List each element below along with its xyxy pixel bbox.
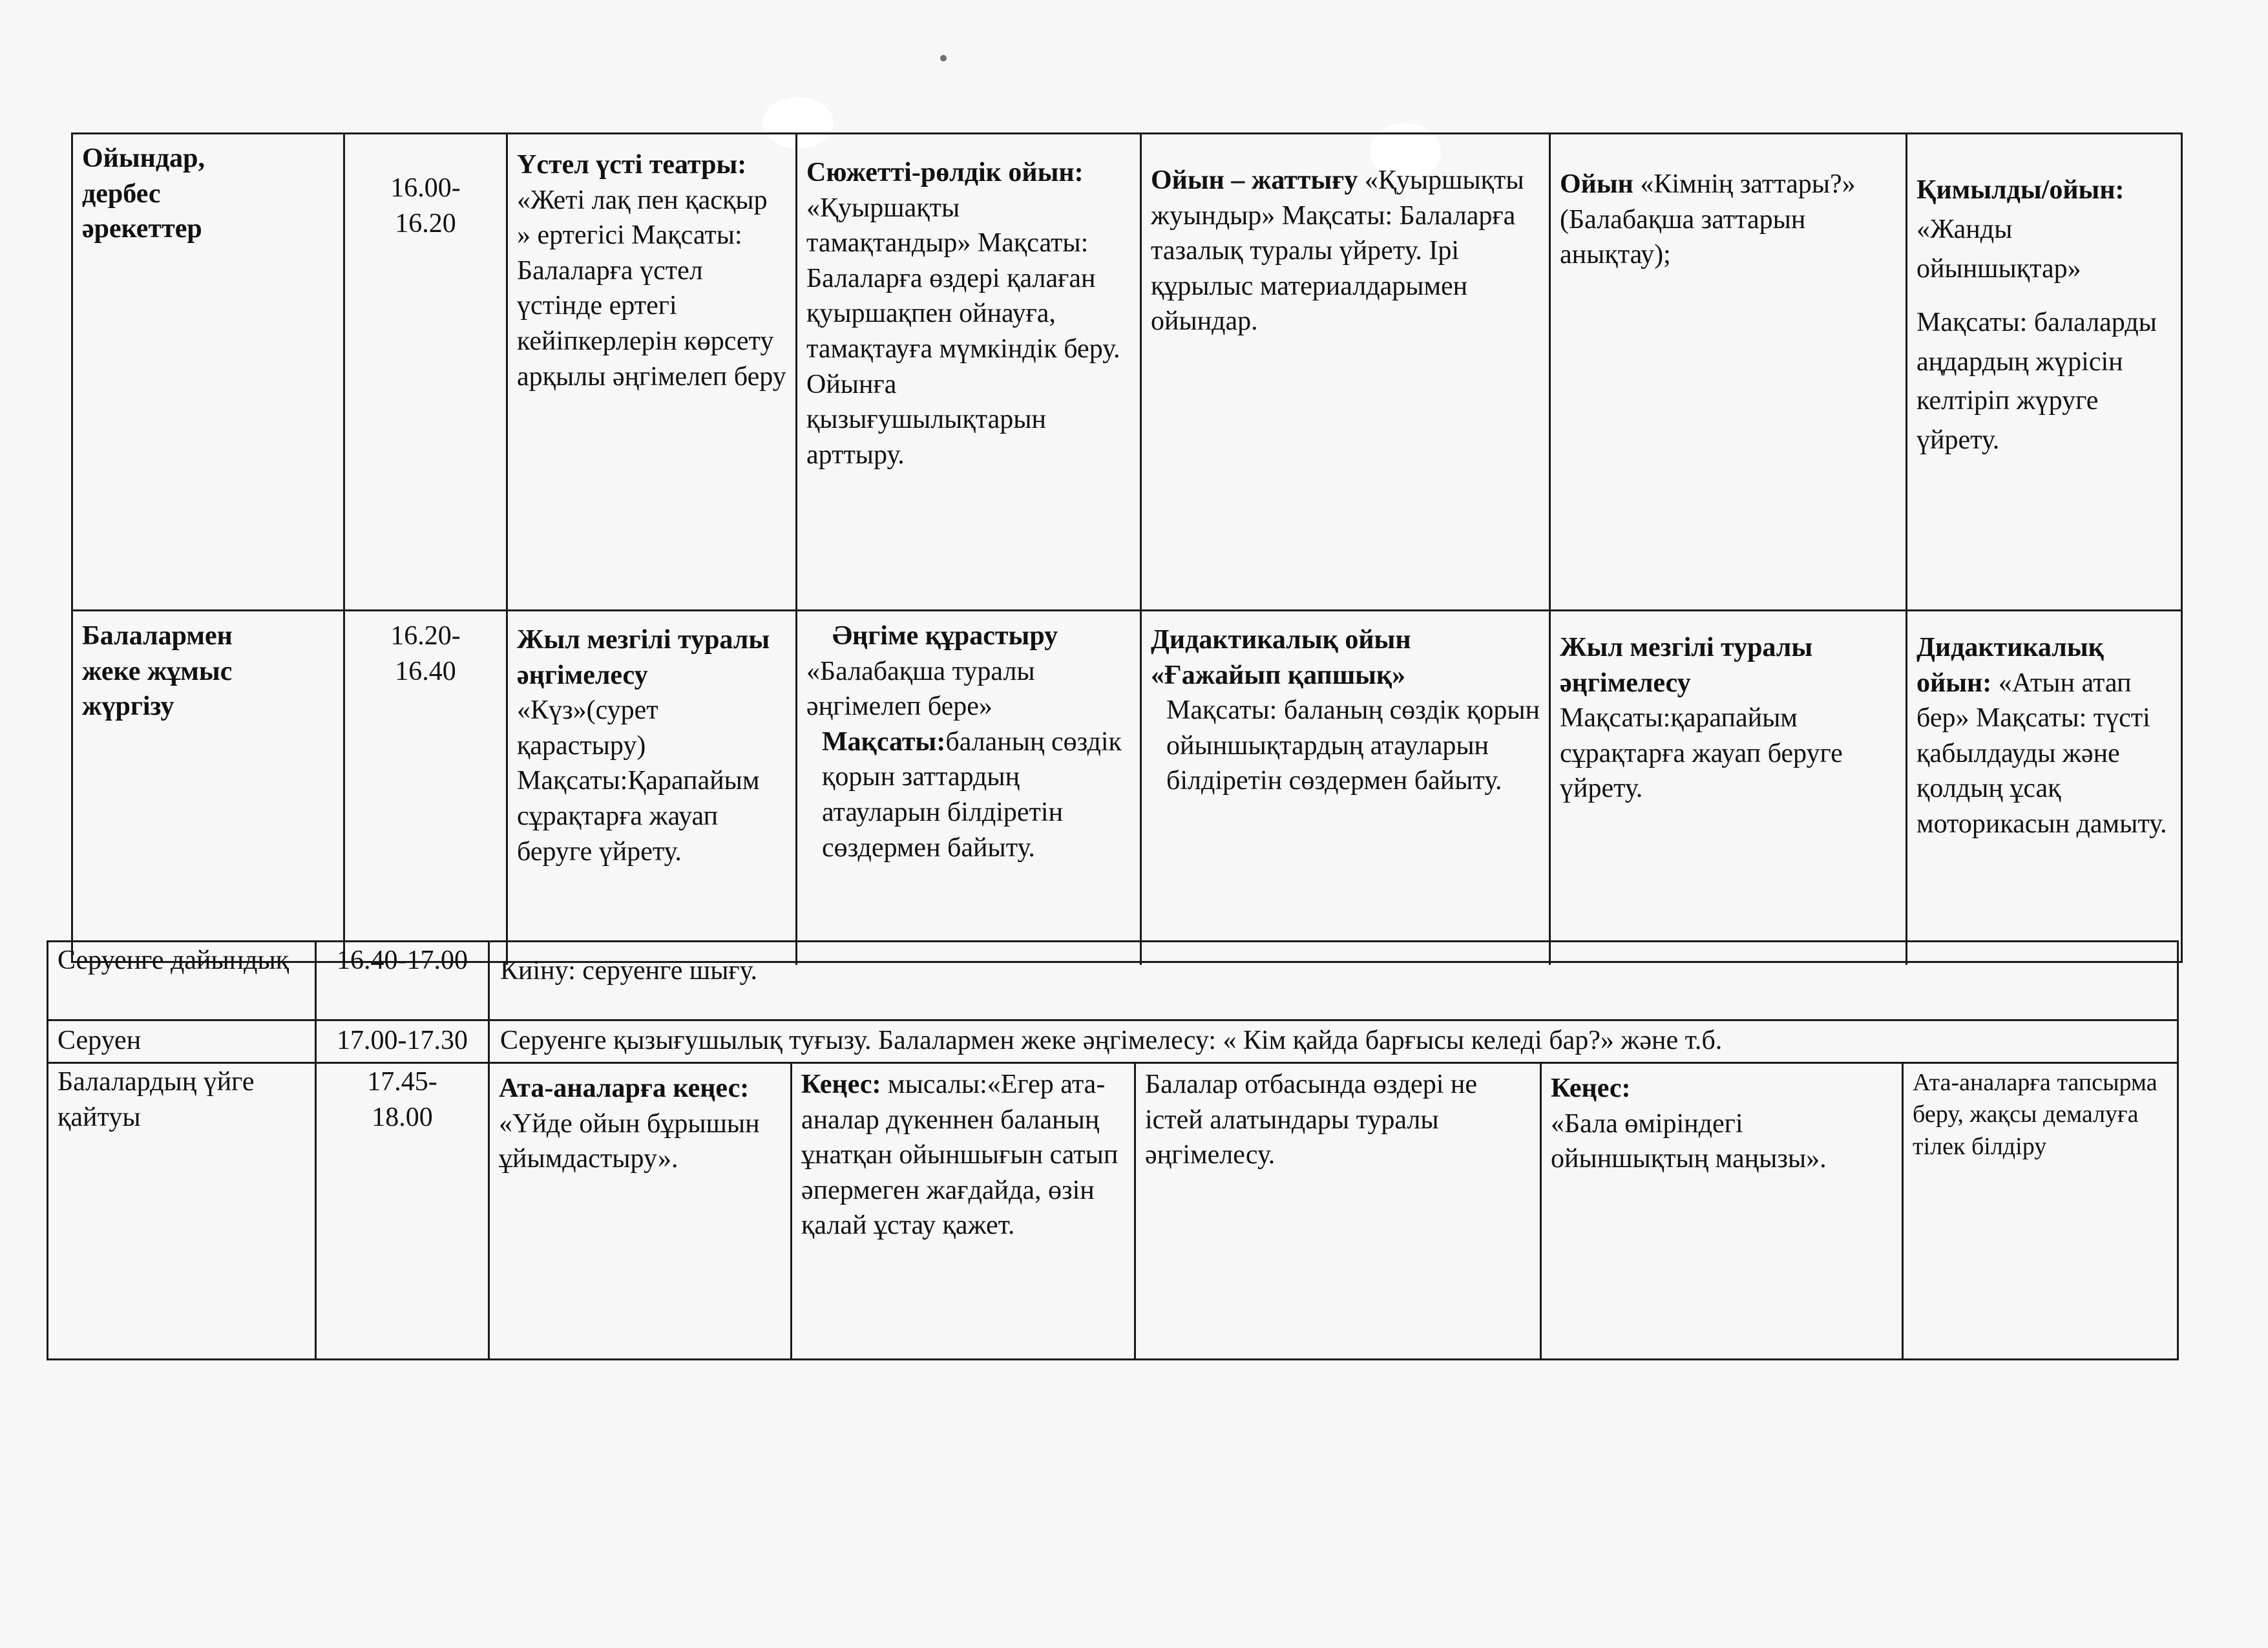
cell-text: мысалы:«Егер ата-аналар дүкеннен баланың ұнатқан ойыншығын сатып әпермеген жағдайда, өзін қалай ұстау қажет.	[801, 1070, 1118, 1241]
schedule-table-lower	[47, 940, 2179, 1360]
games-cell-whose-things	[1549, 134, 1906, 609]
cell-text: Ата-аналарға тапсырма беру, жақсы демалуға тілек білдіру	[1913, 1069, 2158, 1160]
games-cell-movement-game	[1906, 134, 2181, 609]
cell-text: «Күз»(сурет қарастыру) Мақсаты:Қарапайым сұрақтарға жауап беруге үйрету.	[517, 695, 760, 867]
games-cell-role-play	[795, 134, 1140, 609]
cell-text: «Бала өміріндегі ойыншықтың маңызы».	[1551, 1108, 1827, 1174]
row-time-games: 16.00- 16.20	[343, 134, 506, 609]
cell-text: Балалар отбасында өздері не істей алатындары туралы әңгімелесу.	[1145, 1070, 1477, 1170]
cell-title: Қимылды/ойын:	[1916, 175, 2125, 205]
cell-title: Кеңес:	[801, 1070, 888, 1099]
cell-title: Үстел үсті театры:	[517, 150, 747, 180]
row-time-walk: 17.00-17.30	[315, 1019, 488, 1062]
row-time-home: 17.45- 18.00	[315, 1062, 488, 1358]
cell-goal: баланың сөздік қорын заттардың атауларын білдіретін сөздермен байыту.	[822, 726, 1122, 863]
cell-title: Ойын – жаттығу	[1151, 165, 1365, 195]
cell-goal: Мақсаты: балаларды аңдардың жүрісін келтіріп жүруге үйрету.	[1916, 307, 2157, 456]
individual-cell-season-talk-2	[1549, 609, 1906, 965]
games-cell-exercise	[1140, 134, 1549, 609]
row-label-prep: Серуенге дайындық	[58, 945, 289, 975]
paper-speck	[940, 55, 947, 61]
cell-goal-label: Мақсаты:	[822, 726, 946, 757]
home-cell-toy-importance	[1540, 1062, 1902, 1358]
cell-text: Мақсаты: баланың сөздік қорын ойыншықтардың атауларын білдіретін сөздермен байыту.	[1166, 695, 1540, 796]
row-label-home: Балалардың үйге қайтуы	[58, 1067, 255, 1132]
cell-text: «Кімнің заттары?» (Балабақша заттарын анықтау);	[1560, 169, 1856, 270]
individual-cell-story	[795, 609, 1140, 965]
games-cell-tabletop-theatre	[506, 134, 795, 609]
home-cell-family-talk	[1134, 1062, 1540, 1358]
cell-title: Сюжетті-рөлдік ойын:	[806, 158, 1084, 187]
cell-text: «Жанды ойыншықтар»	[1916, 214, 2081, 284]
cell-title: Дидактикалық ойын:	[1916, 633, 2104, 698]
cell-text: «Үйде ойын бұрышын ұйымдастыру».	[499, 1108, 760, 1174]
cell-title: Жыл мезгілі туралы әңгімелесу	[517, 625, 770, 690]
cell-title: Әңгіме құрастыру	[832, 621, 1058, 651]
schedule-table-upper	[71, 132, 2183, 963]
individual-cell-magic-bag	[1140, 609, 1549, 965]
row-time-prep: 16.40-17.00	[315, 940, 488, 1019]
home-cell-advice-example	[790, 1062, 1134, 1358]
cell-title: Жыл мезгілі туралы әңгімелесу	[1560, 633, 1813, 698]
row-label-individual: Балалармен жеке жұмыс жүргізу	[82, 621, 233, 722]
cell-text: «Қуыршақты тамақтандыр» Мақсаты: Балаларға өздері қалаған қуыршақпен ойнауға, тамақтауға мүмкіндік беру. Ойынға қызығушылықтарын арттыру.	[806, 193, 1120, 470]
walk-activity: Серуенге қызығушылық туғызу. Балалармен жеке әңгімелесу: « Кім қайда барғысы келеді бар?» және т.б.	[488, 1019, 2177, 1062]
cell-title: Ойын	[1560, 169, 1641, 199]
cell-text: «Қуыршықты жуындыр» Мақсаты: Балаларға тазалық туралы үйрету. Ірі құрылыс материалдарымен ойындар.	[1151, 165, 1524, 337]
prep-activity: Киіну: серуенге шығу.	[488, 940, 2177, 1019]
cell-title: Ата-аналарға кеңес:	[499, 1073, 750, 1103]
row-time-individual: 16.20- 16.40	[343, 609, 506, 965]
cell-text: «Жеті лақ пен қасқыр » ертегісі Мақсаты: Балаларға үстел үстінде ертегі кейіпкерлерін көрсету арқылы әңгімелеп беру	[517, 185, 786, 392]
individual-cell-name-it	[1906, 609, 2181, 965]
row-label-games: Ойындар, дербес әрекеттер	[82, 143, 205, 244]
cell-text: Мақсаты:қарапайым сұрақтарға жауап беруге үйрету.	[1560, 703, 1843, 804]
cell-title: Дидактикалық ойын «Ғажайып қапшық»	[1151, 625, 1411, 690]
home-cell-parent-task	[1902, 1062, 2177, 1358]
row-label-walk: Серуен	[58, 1026, 142, 1055]
individual-cell-season-talk	[506, 609, 795, 965]
home-cell-parent-advice	[488, 1062, 790, 1358]
cell-title: Кеңес:	[1551, 1073, 1631, 1103]
cell-text: «Балабақша туралы әңгімелеп бере»	[806, 656, 1035, 722]
cell-text: «Атын атап бер» Мақсаты: түсті қабылдауды және қолдың ұсақ моторикасын дамыту.	[1916, 668, 2167, 839]
